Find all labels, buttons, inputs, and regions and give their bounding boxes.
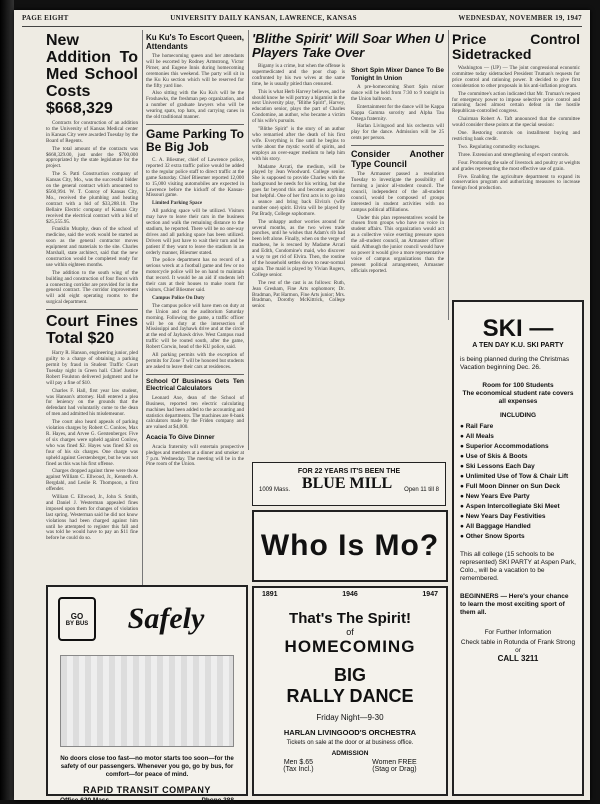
- article-paragraph: Harry R. Hanson, engineering junior, pled guilty to a charge of obtaining a parking permit by fraud in Student Traffic Court Tuesday night in Green hall. Chief Justice Robert Foulston delivered judgment and he will pay a fine of $10.: [46, 350, 138, 386]
- orchestra-name: HARLAN LIVINGOOD'S ORCHESTRA: [283, 728, 417, 737]
- ski-including: INCLUDING: [499, 412, 537, 419]
- headline-acacia: Acacia To Give Dinner: [146, 434, 215, 442]
- article-paragraph: Washington — (UP) — The joint congressional economic committee today sidetracked President Truman's requests for price control and rationing power. It decided to give first consideration to other proposals in his anti-inflation program.: [452, 65, 580, 89]
- list-item: ● All Baggage Handled: [460, 523, 531, 530]
- article-paragraph: The rest of the cast is as follows: Ruth, Jean Gresham, Fine Arts sophomore; Dr. Bradman, Pat Harmon, Fine Arts junior; Mrs. Bradman, Dorothy McKittrick, College senior.: [252, 279, 345, 310]
- column-4: [452, 30, 580, 315]
- company-contact: [60, 797, 234, 804]
- year-right: 1947: [422, 591, 438, 598]
- headline-med-school: New Addition To Med School Costs $668,329: [46, 32, 138, 117]
- page-number: PAGE EIGHT: [22, 14, 69, 22]
- article-paragraph: William C. Ellwood, Jr., John S. Smith, and Daniel J. Westerman appealed fines imposed upon them for changes of violation last spring. Westerman said he did not know violations had been charged against him until he attempted to register this fall and was told he would have to pay an $11 fine before he could do so.: [46, 494, 138, 542]
- blue-mill-line1: FOR 22 YEARS IT'S BEEN THE: [297, 468, 401, 475]
- article-paragraph: Five. Enabling the agriculture department to expand its conservation program and authorizing measures to increase foreign food production.: [452, 173, 580, 192]
- of-text: of: [346, 627, 354, 637]
- list-item: ● Unlimited Use of Tow & Chair Lift: [460, 473, 569, 480]
- article-paragraph: Charges dropped against three were those against William C. Ellwood, Jr., Kenneth A. Bergdahl, and Leslie R. Thompson, a first offender.: [46, 468, 138, 493]
- headline-business: School Of Business Gets Ten Electrical Calculators: [146, 377, 244, 393]
- headline-court-fines: Court Fines Total $20: [46, 313, 138, 348]
- blithe-spirit-body: [252, 64, 444, 312]
- article-paragraph: The homecoming queen and her attendants will be escorted by Rodney Armstrong, Victor Pirner, and Eugene Innis during homecoming ceremonies this weekend. The party will sit in the Ku Ku section which will be reserved for the fifty yard line.: [146, 53, 244, 89]
- women-price: Women FREE: [372, 759, 417, 766]
- safety-body: No doors close too fast—no motor starts too soon—for the safety of our passengers. Whenever you go, go by bus, for comfort—for peace of mind.: [60, 755, 234, 778]
- badge-bottom: BY BUS: [65, 620, 89, 627]
- column-3: [252, 30, 444, 460]
- divider: [46, 309, 138, 310]
- dance-time: Friday Night—9-30: [316, 713, 384, 722]
- article-paragraph: The S. Patti Construction company of Kansas City, Mo., was the successful bidder on the general contract which amounted to $560,994. W. T. Conroy of Kansas City, Mo., received the plumbing and heating contract with a bid of $33,288.10. The Bellaire Electric company of Kansas City received the electrical contract with a bid of $25,555.95.: [46, 171, 138, 225]
- page-edge-shadow: [0, 0, 14, 800]
- ski-beginners: BEGINNERS — Here's your chance to learn the most exciting sport of them all.: [460, 593, 569, 616]
- article-paragraph: Contracts for construction of an addition to the University of Kansas Medical center in Kansas City were awarded Tuesday by the Board of Regents.: [46, 120, 138, 144]
- headline-council: Consider Another Type Council: [351, 149, 444, 170]
- bus-logo-row: [58, 597, 236, 641]
- bus-illustration: [60, 655, 234, 747]
- article-paragraph: Bigamy is a crime, but when the offense is supermedicated and the poor chap is confronted by his two wives at the same time, he is usually pitied than censured.: [252, 63, 345, 87]
- article-paragraph: Madame Arcati, the medium, will be played by Jean Woodward. College senior. She is supposed to provide Charles with the background he needs for his writing, but she goes far beyond this and becomes anything but helpful. One of her first acts is to go into a seance and bring back Elvira's (wife number one) spirit. Elvira will be played by Pat Brady, College sophomore.: [252, 163, 345, 217]
- list-item: ● New Years Day Festivities: [460, 513, 546, 520]
- masthead: [22, 10, 582, 27]
- article-paragraph: Under this plan representatives would be chosen from groups who have no voice in student affairs. This organization would act as a collective voice exerting pressure upon the all-student council, an Armasner officer said. Although the junior council would have no power it would give a more representative voice of campus organizations than the present political arrangement, Armasner officials reported.: [351, 214, 444, 274]
- article-paragraph: The Armasner passed a resolution Tuesday to investigate the possibility of forming a junior all-student council. The council, independent of the all-student council, would be composed of groups interested in student activities with no campus political affiliations.: [351, 171, 444, 213]
- men-tax: (Tax Incl.): [283, 766, 314, 773]
- article-paragraph: The campus police will have men on duty at the Union and on the auditorium Saturday morning. Following the game, a traffic officer will be on duty at the intersection of Mississippi and Jayhawk drive and at the circle at the end of Jayhawk drive. West Campus road traffic will be routed south, after the game, Robert Corwin, head of the KU police, said.: [146, 302, 244, 351]
- headline-price-control: Price Control Sidetracked: [452, 31, 580, 62]
- article-paragraph: Acacia fraternity will entertain prospective pledges and members at a dinner and smoker at 7 p.m. Wednesday. The meeting will be in the Pine room of the Union.: [146, 443, 244, 468]
- list-item: ● New Years Eve Party: [460, 493, 530, 500]
- year-left: 1891: [262, 591, 278, 598]
- spirit-text: That's The Spirit!: [289, 610, 411, 627]
- article-paragraph: C. A. Bliesmer, chief of Lawrence police, reported 32 extra traffic police would be added to the regular police staff to direct traffic at the game Saturday. Chief Bliesmer reported 12,000 to 15,000 visiting automobiles are expected in Lawrence before the kickoff of the Kansas-Missouri game.: [146, 156, 244, 199]
- article-paragraph: Entertainment for the dance will be Kappa Kappa Gamma sorority and Alpha Tau Omega fraternity.: [351, 103, 444, 122]
- article-paragraph: The committee's action indicated that Mr. Truman's request for emergency power to impose selective price control and rationing faced almost certain defeat in the hostile Republican-controlled congress.: [452, 90, 580, 115]
- list-item: ● Aspen Intercollegiate Ski Meet: [460, 503, 560, 510]
- column-rule: [448, 30, 449, 320]
- ski-title: SKI —: [482, 315, 554, 342]
- ski-outro: This all college (15 schools to be represented) SKI PARTY at Aspen Park, Colo., will be a vacation to be remembered.: [460, 551, 576, 582]
- ski-features-list: [460, 423, 582, 541]
- blue-mill-name: BLUE MILL: [301, 475, 393, 492]
- article-paragraph: Also sitting with the Ku Ku's will be the Froshawks, the freshman pep organization, and a number of graduate lawyers who will be wearing spats, top hats, and carrying canes in the old traditional manner.: [146, 90, 244, 121]
- headline-game-parking: Game Parking To Be Big Job: [146, 126, 244, 154]
- blue-mill-ad: [252, 462, 446, 506]
- go-by-bus-ad: [46, 585, 248, 804]
- badge-top: GO: [70, 611, 84, 621]
- article-paragraph: Charles F. Hall, first year law student, was Hanson's attorney. Hall entered a plea for leniency on the grounds that the defendant had voluntarily come to the dean of men and admitted his misdemeanor.: [46, 387, 138, 418]
- article-paragraph: All parking permits with the exception of permits for Zone T will be honored but students are asked to leave their cars at residences.: [146, 352, 244, 370]
- headline-blithe-spirit: 'Blithe Spirit' Will Soar When U Players Take Over: [252, 31, 444, 60]
- article-paragraph: This is what Herb Harvey believes, and he should know he will portray a bigamist in the next University play, "Blithe Spirit", Harvey, education senior, plays the part of Charles Condomine, an author, who became a victim of his wife's pursuits.: [252, 88, 345, 125]
- company-office: Office 620 Mass.: [60, 797, 111, 804]
- admission-prices: [254, 759, 446, 773]
- list-item: ● All Meals: [460, 433, 494, 440]
- article-paragraph: The unhappy author worries around for several months, as the two wives trade punches, until he wishes that Adam's rib had been left alone. Finally, when on the verge of madness, he is rescued by Madame Arcati and Edith, Condomine's maid, who discover a way to get rid of Elvira. Then, the routine of the household settles down to near-normal again. The maid is played by Vivian Rogers, College senior.: [252, 218, 345, 278]
- year-mid: 1946: [342, 591, 358, 598]
- list-item: ● Other Snow Sports: [460, 533, 525, 540]
- list-item: ● Full Moon Dinner on Sun Deck: [460, 483, 560, 490]
- subhead: Limited Parking Space: [152, 200, 203, 207]
- ticket-info: Tickets on sale at the door or at business office.: [286, 740, 414, 746]
- article-paragraph: "Blithe Spirit" is the story of an author who remarried after the death of his first wife. Everything is fine until he begins to write about the mystic world of spirits, and employs an over-eager medium to help him with his story.: [252, 126, 345, 162]
- article-paragraph: A pre-homecoming Short Spin mixer dance will be held from 7:30 to 9 tonight in the Union ballroom.: [351, 84, 444, 102]
- column-1: [46, 30, 138, 580]
- issue-date: WEDNESDAY, NOVEMBER 19, 1947: [458, 14, 582, 22]
- ski-intro: is being planned during the Christmas Vacation beginning Dec. 26.: [460, 356, 570, 371]
- article-paragraph: The total amount of the contracts was $668,329.00, just under the $700,000 appropriated by the state legislature for the project.: [46, 145, 138, 170]
- ski-subtitle: A TEN DAY K.U. SKI PARTY: [472, 342, 564, 349]
- list-item: ● Ski Lessons Each Day: [460, 463, 535, 470]
- article-paragraph: Harlan Livingood and his orchestra will play for the dance. Admission will be 25 cents per person.: [351, 123, 444, 142]
- who-is-mo-text: Who Is Mo?: [260, 529, 440, 562]
- rally-dance-text: RALLY DANCE: [286, 686, 414, 706]
- headline-kukus: Ku Ku's To Escort Queen, Attendants: [146, 33, 244, 51]
- blithe-col-b: [351, 64, 444, 312]
- article-paragraph: The police department has no record of a serious wreck at a football game and few or no motorcycle police will be on hand to maintain that record. It would be an aid if students left their cars at their houses to make room for visitors, Chief Bliesmer said.: [146, 257, 244, 293]
- list-item: ● Use of Skis & Boots: [460, 453, 528, 460]
- article-paragraph: One. Restoring controls on installment buying and restricting bank credit.: [452, 130, 580, 142]
- bus-badge: [58, 597, 96, 641]
- rally-dance-ad: [252, 586, 448, 796]
- big-text: BIG: [333, 665, 366, 685]
- ski-party-ad: [452, 300, 584, 796]
- article-paragraph: Two. Regulating commodity exchanges.: [458, 143, 541, 150]
- subhead: Campus Police On Duty: [152, 294, 205, 301]
- men-price: Men $.65: [283, 759, 314, 766]
- ski-economical: The economical student rate covers all expenses: [462, 390, 574, 405]
- article-paragraph: The court also heard appeals of parking violation charges by Robert C. Conlow, Max R. Hayes, and Arvee G. Gerstenberger. Five of six charges were upheld against Conlow, who was fined $2. Hayes was fined $3 on four of his six charges. One charge was upheld against Gerstenberger, but he was not fined as this was his first offense.: [46, 419, 138, 467]
- article-paragraph: Leonard Axe, dean of the School of Business, reported ten electric calculating machines had been added to the accounting and statistics departments. The machines are 8-bank calculators made by the Friden company and are valued at $4,000.: [146, 394, 244, 431]
- admission-label: ADMISSION: [331, 750, 369, 757]
- rally-years: [254, 588, 446, 598]
- list-item: ● Rail Fare: [460, 423, 494, 430]
- column-rule: [142, 30, 143, 585]
- list-item: ● Superior Accommodations: [460, 443, 549, 450]
- ski-room: Room for 100 Students: [482, 382, 554, 389]
- blue-mill-address: 1009 Mass.: [259, 487, 291, 493]
- homecoming-text: HOMECOMING: [284, 637, 416, 656]
- blue-mill-hours: Open 11 till 8: [404, 487, 439, 493]
- ski-call: CALL 3211: [497, 654, 539, 663]
- divider: [351, 145, 444, 146]
- column-rule: [248, 30, 249, 450]
- article-paragraph: All parking space will be utilized. Visitors may have to leave their cars in the business section and walk the remaining distance to the stadium, he reported. There will be no one-way drives and all parking space has been utilized. Drivers will just have to wait their turn and be patient if they want to leave the stadium in an orderly manner, Bliesmer stated.: [146, 208, 244, 256]
- article-paragraph: The addition to the south wing of the building and construction of four floors with a connecting corridor are provided for in the general contract. The corridor improvement will add eight operating rooms to the surgical department.: [46, 269, 138, 306]
- article-paragraph: Four. Promoting the sale of livestock and poultry at weights and grades representing the most effective use of grain.: [452, 159, 580, 172]
- article-paragraph: Chairman Robert A. Taft announced that the committee would consider these points at the special session:: [452, 116, 580, 129]
- company-phone: Phone 388: [201, 797, 234, 804]
- ski-check: Check table in Rotunda of Frank Strong: [460, 639, 576, 646]
- article-paragraph: Franklin Murphy, dean of the school of medicine, said the work would be started as soon as the general contractor moves equipment and materials to the site. Charles Marshall, state architect, said that the new construction would be completed ready for use within eighteen months.: [46, 226, 138, 268]
- women-note: (Stag or Drag): [372, 766, 417, 773]
- column-2: [146, 30, 244, 588]
- divider: [146, 374, 244, 375]
- blithe-col-a: [252, 64, 345, 312]
- who-is-mo-ad: [252, 510, 448, 582]
- divider: [146, 124, 244, 125]
- ski-or: or: [515, 647, 521, 654]
- ski-info: For Further Information: [484, 629, 552, 636]
- article-paragraph: Three. Extension and strengthening of export controls.: [458, 151, 570, 158]
- paper-name: UNIVERSITY DAILY KANSAN, LAWRENCE, KANSAS: [170, 14, 357, 22]
- headline-short-spin: Short Spin Mixer Dance To Be Tonight In Union: [351, 67, 444, 82]
- safely-script: Safely: [127, 602, 205, 635]
- company-name: RAPID TRANSIT COMPANY: [83, 785, 211, 795]
